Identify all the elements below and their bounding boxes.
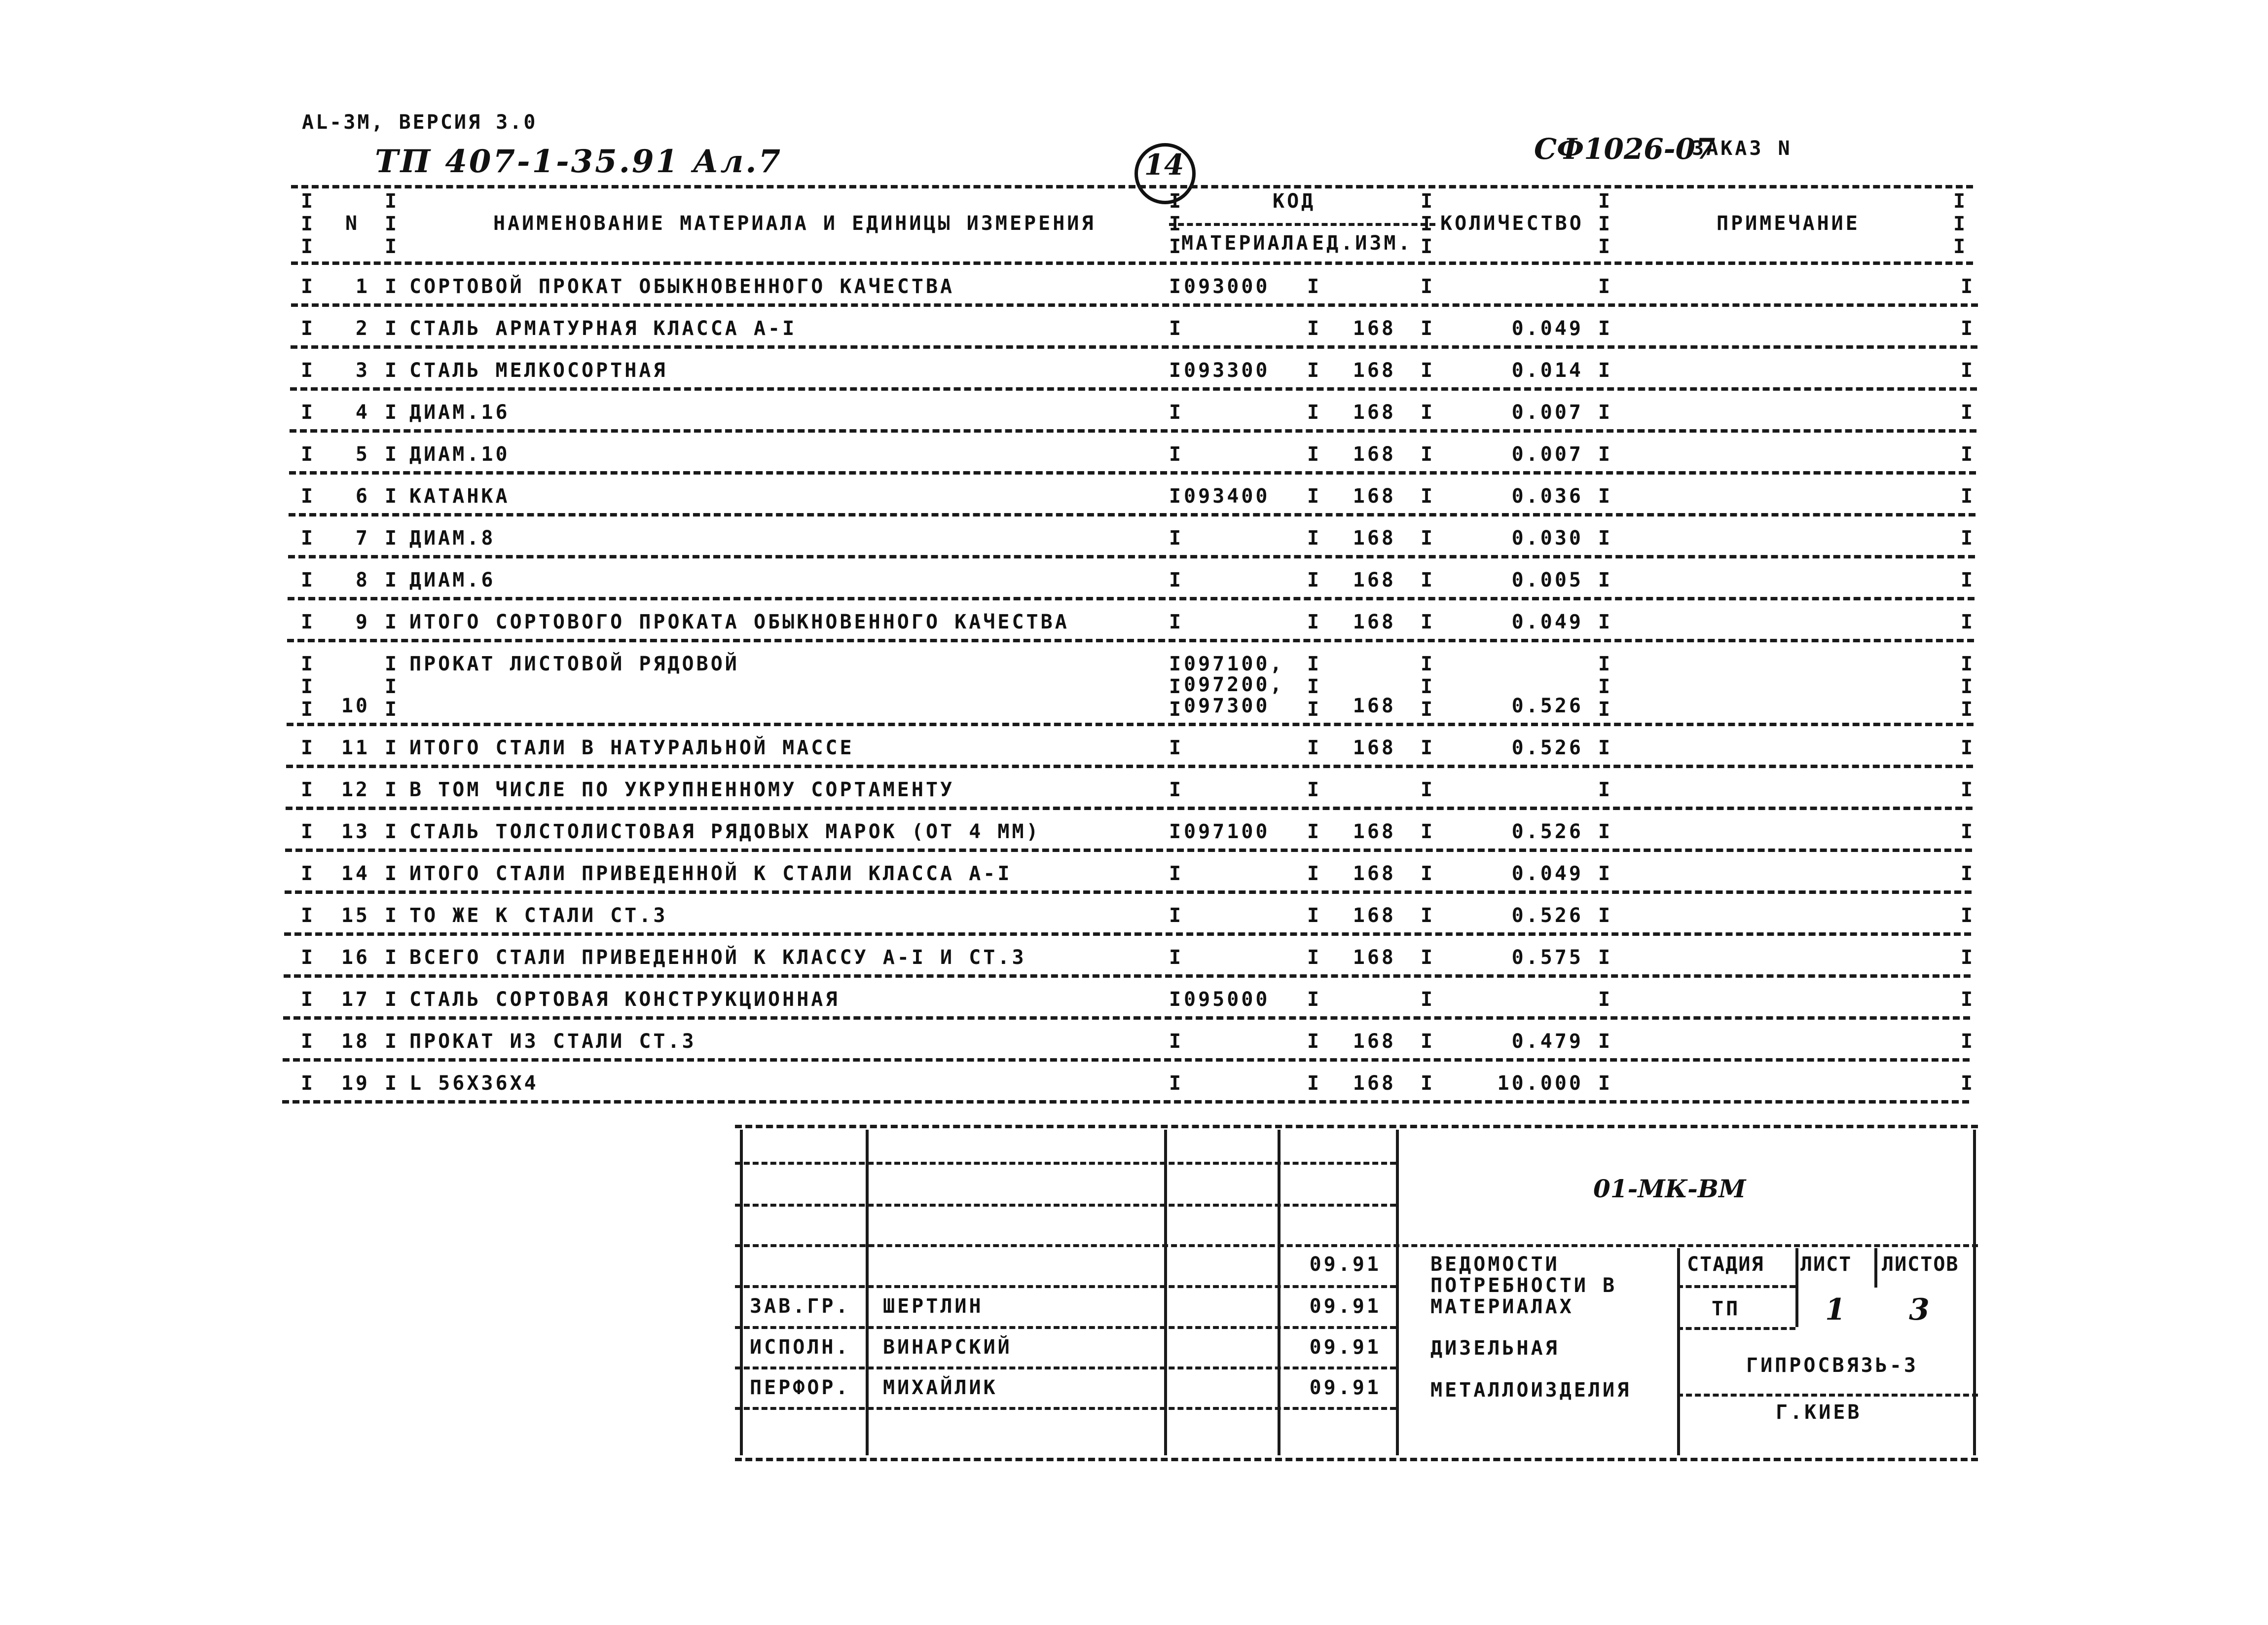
bar-glyph: I I I — [1961, 653, 1973, 721]
bar-glyph: I — [385, 946, 397, 969]
row-unit: 168 — [1353, 401, 1396, 424]
bar-glyph: I — [1169, 317, 1181, 340]
stamp-rule — [1677, 1394, 1978, 1397]
bar-glyph: I — [1598, 443, 1610, 466]
bar-glyph: I — [1169, 401, 1181, 424]
bar-glyph: I — [1421, 1072, 1433, 1095]
row-rule — [286, 765, 1973, 768]
row-name: КАТАНКА — [409, 485, 510, 508]
bar-glyph: I — [301, 1030, 313, 1053]
row-number: 3 — [355, 359, 370, 382]
row-number: 8 — [355, 569, 370, 591]
row-number: 17 — [341, 988, 370, 1011]
row-rule — [283, 1058, 1970, 1062]
bar-glyph: I — [1307, 401, 1319, 424]
bar-glyph: I I I — [1169, 190, 1181, 258]
row-unit: 168 — [1353, 359, 1396, 382]
bar-glyph: I — [1421, 988, 1433, 1011]
bar-glyph: I — [1307, 778, 1319, 801]
row-rule — [287, 723, 1974, 726]
row-rule — [283, 1016, 1970, 1020]
row-rule — [285, 849, 1972, 852]
org-name: ГИПРОСВЯЗЬ-3 — [1746, 1354, 1918, 1377]
bar-glyph: I — [1307, 317, 1319, 340]
bar-glyph: I — [1421, 737, 1433, 759]
row-name: ДИАМ.16 — [409, 401, 510, 424]
bar-glyph: I — [1169, 527, 1181, 550]
row-quantity: 0.014 — [1511, 359, 1583, 382]
stamp-vline — [866, 1130, 869, 1455]
row-rule — [286, 807, 1973, 810]
bar-glyph: I — [1598, 485, 1610, 508]
bar-glyph: I — [385, 1030, 397, 1053]
row-number: 7 — [355, 527, 370, 550]
bar-glyph: I — [301, 359, 313, 382]
row-quantity: 0.005 — [1511, 569, 1583, 591]
row-rule — [290, 429, 1976, 433]
bar-glyph: I — [1169, 946, 1181, 969]
bar-glyph: I — [1961, 904, 1973, 927]
stamp-rule — [735, 1244, 1978, 1247]
signer-date: 09.91 — [1309, 1376, 1381, 1399]
stamp-rule — [735, 1162, 1396, 1165]
row-unit: 168 — [1353, 1072, 1396, 1095]
bar-glyph: I — [1169, 569, 1181, 591]
bar-glyph: I — [1307, 359, 1319, 382]
bar-glyph: I — [1598, 317, 1610, 340]
row-quantity: 0.049 — [1511, 317, 1583, 340]
stamp-vline — [1278, 1130, 1280, 1455]
row-number: 15 — [341, 904, 370, 927]
row-unit: 168 — [1353, 820, 1396, 843]
row-unit: 168 — [1353, 317, 1396, 340]
bar-glyph: I — [1169, 485, 1181, 508]
row-name: ИТОГО СОРТОВОГО ПРОКАТА ОБЫКНОВЕННОГО КАЧЕСТВА — [409, 611, 1069, 633]
row-unit: 168 — [1353, 1030, 1396, 1053]
row-number: 5 — [355, 443, 370, 466]
bar-glyph: I — [1421, 443, 1433, 466]
bar-glyph: I — [1961, 527, 1973, 550]
row-rule — [290, 387, 1977, 391]
row-number: 19 — [341, 1072, 370, 1095]
org-city: Г.КИЕВ — [1776, 1401, 1862, 1424]
bar-glyph: I I I — [1421, 190, 1433, 258]
row-unit: 168 — [1353, 695, 1396, 717]
row-number: 1 — [355, 275, 370, 298]
bar-glyph: I — [385, 317, 397, 340]
bar-glyph: I — [1598, 988, 1610, 1011]
sheets-header: ЛИСТОВ — [1882, 1253, 1959, 1276]
bar-glyph: I — [1421, 1030, 1433, 1053]
bar-glyph: I — [1598, 904, 1610, 927]
bar-glyph: I — [385, 275, 397, 298]
row-unit: 168 — [1353, 485, 1396, 508]
row-quantity: 0.049 — [1511, 611, 1583, 633]
bar-glyph: I — [1598, 275, 1610, 298]
row-name: СТАЛЬ ТОЛСТОЛИСТОВАЯ РЯДОВЫХ МАРОК (ОТ 4 ММ) — [409, 820, 1041, 843]
sheets-value: 3 — [1909, 1293, 1930, 1327]
stamp-rule — [735, 1407, 1396, 1410]
bar-glyph: I — [385, 820, 397, 843]
bar-glyph: I — [1307, 737, 1319, 759]
row-name: ДИАМ.8 — [409, 527, 496, 550]
row-rule — [282, 1100, 1969, 1104]
row-code: 095000 — [1184, 988, 1270, 1011]
bar-glyph: I — [1307, 443, 1319, 466]
stamp-vline — [1164, 1130, 1167, 1455]
bar-glyph: I — [1307, 527, 1319, 550]
col-header-name: НАИМЕНОВАНИЕ МАТЕРИАЛА И ЕДИНИЦЫ ИЗМЕРЕНИЯ — [493, 212, 1096, 235]
order-label: ЗАКАЗ N — [1692, 137, 1792, 160]
bar-glyph: I — [1307, 904, 1319, 927]
doc-title-line: ДИЗЕЛЬНАЯ — [1430, 1337, 1560, 1360]
row-unit: 168 — [1353, 611, 1396, 633]
bar-glyph: I — [1961, 988, 1973, 1011]
col-header-unit: ЕД.ИЗМ. — [1312, 232, 1413, 255]
row-name: ДИАМ.10 — [409, 443, 510, 466]
row-rule — [289, 513, 1975, 517]
row-quantity: 0.030 — [1511, 527, 1583, 550]
bar-glyph: I — [1169, 1072, 1181, 1095]
row-rule — [284, 974, 1971, 978]
bar-glyph: I — [1169, 904, 1181, 927]
bar-glyph: I — [1961, 737, 1973, 759]
row-quantity: 0.479 — [1511, 1030, 1583, 1053]
bar-glyph: I — [1307, 862, 1319, 885]
row-quantity: 10.000 — [1497, 1072, 1583, 1095]
row-name: ПРОКАТ ЛИСТОВОЙ РЯДОВОЙ — [409, 653, 739, 675]
row-name: ИТОГО СТАЛИ В НАТУРАЛЬНОЙ МАССЕ — [409, 737, 854, 759]
bar-glyph: I — [301, 611, 313, 633]
stage-value: ТП — [1712, 1297, 1741, 1320]
stamp-vline — [1677, 1248, 1680, 1455]
col-header-material: МАТЕРИАЛА — [1181, 232, 1311, 255]
bar-glyph: I I I — [385, 653, 397, 721]
bar-glyph: I — [1961, 778, 1973, 801]
bar-glyph: I — [1307, 820, 1319, 843]
col-header-note: ПРИМЕЧАНИЕ — [1717, 212, 1860, 235]
bar-glyph: I — [1421, 820, 1433, 843]
row-number: 4 — [355, 401, 370, 424]
row-name: СТАЛЬ СОРТОВАЯ КОНСТРУКЦИОННАЯ — [409, 988, 840, 1011]
project-code: ТП 407-1-35.91 Ал.7 — [375, 143, 783, 180]
bar-glyph: I — [301, 946, 313, 969]
row-quantity: 0.007 — [1511, 401, 1583, 424]
bar-glyph: I — [1961, 401, 1973, 424]
bar-glyph: I — [385, 443, 397, 466]
bar-glyph: I — [1421, 401, 1433, 424]
bar-glyph: I — [301, 904, 313, 927]
bar-glyph: I — [301, 862, 313, 885]
row-rule — [287, 639, 1974, 642]
row-number: 13 — [341, 820, 370, 843]
row-rule — [289, 471, 1976, 475]
signer-role: ЗАВ.ГР. — [750, 1295, 850, 1318]
row-unit: 168 — [1353, 737, 1396, 759]
bar-glyph: I — [1961, 946, 1973, 969]
bar-glyph: I — [301, 401, 313, 424]
bar-glyph: I I I — [1169, 653, 1181, 721]
bar-glyph: I — [1307, 611, 1319, 633]
bar-glyph: I — [1421, 317, 1433, 340]
bar-glyph: I — [1961, 820, 1973, 843]
code-subheader-rule — [1169, 223, 1435, 226]
bar-glyph: I — [1307, 1072, 1319, 1095]
bar-glyph: I — [301, 317, 313, 340]
row-quantity: 0.036 — [1511, 485, 1583, 508]
row-number: 6 — [355, 485, 370, 508]
row-rule — [288, 555, 1975, 558]
col-header-code: КОД — [1273, 190, 1316, 213]
bar-glyph: I — [1598, 569, 1610, 591]
program-version: AL-3M, ВЕРСИЯ 3.0 — [302, 111, 538, 134]
bar-glyph: I — [385, 1072, 397, 1095]
bar-glyph: I — [301, 569, 313, 591]
row-name: СТАЛЬ МЕЛКОСОРТНАЯ — [409, 359, 668, 382]
stamp-vline — [1795, 1248, 1798, 1327]
bar-glyph: I — [1307, 988, 1319, 1011]
row-name: СОРТОВОЙ ПРОКАТ ОБЫКНОВЕННОГО КАЧЕСТВА — [409, 275, 955, 298]
bar-glyph: I — [1421, 569, 1433, 591]
bar-glyph: I — [1961, 359, 1973, 382]
bar-glyph: I — [385, 778, 397, 801]
bar-glyph: I — [1421, 778, 1433, 801]
row-name: ПРОКАТ ИЗ СТАЛИ СТ.3 — [409, 1030, 696, 1053]
stamp-vline — [1874, 1248, 1877, 1288]
row-name: В ТОМ ЧИСЛЕ ПО УКРУПНЕННОМУ СОРТАМЕНТУ — [409, 778, 955, 801]
bar-glyph: I — [1421, 485, 1433, 508]
stamp-rule — [735, 1366, 1396, 1369]
bar-glyph: I — [385, 611, 397, 633]
row-unit: 168 — [1353, 946, 1396, 969]
row-quantity: 0.049 — [1511, 862, 1583, 885]
bar-glyph: I — [385, 527, 397, 550]
bar-glyph: I — [1961, 569, 1973, 591]
bar-glyph: I I I — [1598, 653, 1610, 721]
row-name: ИТОГО СТАЛИ ПРИВЕДЕННОЙ К СТАЛИ КЛАССА А-I — [409, 862, 1012, 885]
row-quantity: 0.007 — [1511, 443, 1583, 466]
bar-glyph: I — [1961, 611, 1973, 633]
bar-glyph: I I I — [1421, 653, 1433, 721]
bar-glyph: I I I — [301, 190, 313, 258]
order-code: СФ1026-07 — [1534, 132, 1716, 166]
bar-glyph: I — [1961, 1072, 1973, 1095]
bar-glyph: I — [1169, 988, 1181, 1011]
stamp-rule — [1677, 1285, 1795, 1288]
bar-glyph: I — [301, 527, 313, 550]
bar-glyph: I — [1598, 862, 1610, 885]
bar-glyph: I — [1307, 275, 1319, 298]
bar-glyph: I I I — [1307, 653, 1319, 721]
row-code: 097100 — [1184, 820, 1270, 843]
bar-glyph: I — [1169, 443, 1181, 466]
row-number: 18 — [341, 1030, 370, 1053]
bar-glyph: I — [1421, 904, 1433, 927]
row-name: ВСЕГО СТАЛИ ПРИВЕДЕННОЙ К КЛАССУ А-I И СТ.3 — [409, 946, 1026, 969]
sheet-header: ЛИСТ — [1800, 1253, 1852, 1276]
row-unit: 168 — [1353, 569, 1396, 591]
bar-glyph: I — [1169, 778, 1181, 801]
bar-glyph: I — [1598, 401, 1610, 424]
row-rule — [285, 890, 1972, 894]
signer-name: ШЕРТЛИН — [883, 1295, 984, 1318]
stamp-rule — [1677, 1327, 1795, 1330]
bar-glyph: I — [1598, 778, 1610, 801]
bar-glyph: I — [1169, 737, 1181, 759]
bar-glyph: I I I — [1598, 190, 1610, 258]
row-unit: 168 — [1353, 904, 1396, 927]
row-number: 2 — [355, 317, 370, 340]
bar-glyph: I — [1598, 611, 1610, 633]
stamp-vline — [740, 1130, 743, 1455]
bar-glyph: I — [385, 862, 397, 885]
bar-glyph: I — [1961, 1030, 1973, 1053]
designation: 01-МК-ВМ — [1593, 1174, 1746, 1203]
row-code: 097200, — [1184, 673, 1284, 696]
doc-title-line: МЕТАЛЛОИЗДЕЛИЯ — [1430, 1379, 1632, 1402]
doc-title-line: ВЕДОМОСТИ — [1430, 1253, 1560, 1276]
bar-glyph: I — [1169, 275, 1181, 298]
row-quantity: 0.526 — [1511, 695, 1583, 717]
doc-title-line: МАТЕРИАЛАХ — [1430, 1295, 1574, 1318]
bar-glyph: I — [385, 904, 397, 927]
row-rule — [284, 932, 1971, 936]
row-quantity: 0.526 — [1511, 737, 1583, 759]
stage-header: СТАДИЯ — [1687, 1253, 1764, 1276]
row-number: 12 — [341, 778, 370, 801]
bar-glyph: I — [1598, 1072, 1610, 1095]
signer-name: МИХАЙЛИК — [883, 1376, 998, 1399]
signer-role: ИСПОЛН. — [750, 1336, 850, 1359]
bar-glyph: I — [1598, 737, 1610, 759]
row-number: 11 — [341, 737, 370, 759]
stamp-vline — [1973, 1130, 1976, 1455]
col-header-n: N — [345, 212, 360, 235]
sheet-value: 1 — [1825, 1293, 1846, 1327]
stamp-rule — [735, 1285, 1396, 1288]
bar-glyph: I — [1421, 275, 1433, 298]
bar-glyph: I — [1169, 862, 1181, 885]
bar-glyph: I — [301, 275, 313, 298]
bar-glyph: I — [1421, 611, 1433, 633]
bar-glyph: I — [1307, 485, 1319, 508]
bar-glyph: I — [385, 988, 397, 1011]
bar-glyph: I I I — [385, 190, 397, 258]
bar-glyph: I — [1169, 820, 1181, 843]
bar-glyph: I — [301, 820, 313, 843]
row-name: ДИАМ.6 — [409, 569, 496, 591]
row-name: ТО ЖЕ К СТАЛИ СТ.3 — [409, 904, 668, 927]
row-number: 10 — [341, 695, 370, 717]
row-number: 9 — [355, 611, 370, 633]
page-mark: 14 — [1144, 148, 1184, 182]
bar-glyph: I I I — [1953, 190, 1966, 258]
stamp-date: 09.91 — [1309, 1253, 1381, 1276]
col-header-quantity: КОЛИЧЕСТВО — [1440, 212, 1584, 235]
bar-glyph: I — [301, 778, 313, 801]
bar-glyph: I — [385, 569, 397, 591]
bar-glyph: I — [1421, 946, 1433, 969]
bar-glyph: I — [1307, 946, 1319, 969]
bar-glyph: I — [1961, 317, 1973, 340]
row-quantity: 0.526 — [1511, 904, 1583, 927]
row-name: СТАЛЬ АРМАТУРНАЯ КЛАССА А-I — [409, 317, 797, 340]
bar-glyph: I — [1598, 359, 1610, 382]
stamp-bottom-rule — [735, 1458, 1978, 1461]
row-unit: 168 — [1353, 527, 1396, 550]
row-quantity: 0.575 — [1511, 946, 1583, 969]
bar-glyph: I — [1961, 443, 1973, 466]
row-name: L 56Х36Х4 — [409, 1072, 539, 1095]
bar-glyph: I — [385, 485, 397, 508]
bar-glyph: I — [1421, 862, 1433, 885]
bar-glyph: I — [1961, 485, 1973, 508]
stamp-top-rule — [735, 1125, 1978, 1128]
row-code: 097100, — [1184, 653, 1284, 675]
bar-glyph: I — [385, 401, 397, 424]
row-unit: 168 — [1353, 443, 1396, 466]
bar-glyph: I — [1421, 359, 1433, 382]
row-quantity: 0.526 — [1511, 820, 1583, 843]
bar-glyph: I — [301, 1072, 313, 1095]
doc-title-line: ПОТРЕБНОСТИ В — [1430, 1274, 1617, 1297]
row-code: 097300 — [1184, 695, 1270, 717]
table-top-rule — [291, 185, 1973, 188]
bar-glyph: I — [301, 485, 313, 508]
row-rule — [291, 345, 1977, 349]
bar-glyph: I — [1169, 359, 1181, 382]
signer-name: ВИНАРСКИЙ — [883, 1336, 1012, 1359]
bar-glyph: I — [301, 737, 313, 759]
row-rule — [291, 303, 1978, 307]
stamp-rule — [735, 1326, 1396, 1329]
header-bottom-rule — [291, 261, 1973, 265]
row-number: 14 — [341, 862, 370, 885]
row-code: 093300 — [1184, 359, 1270, 382]
bar-glyph: I — [1961, 862, 1973, 885]
bar-glyph: I — [1307, 1030, 1319, 1053]
row-unit: 168 — [1353, 862, 1396, 885]
signer-date: 09.91 — [1309, 1295, 1381, 1318]
bar-glyph: I — [1961, 275, 1973, 298]
bar-glyph: I — [1169, 1030, 1181, 1053]
bar-glyph: I — [385, 737, 397, 759]
signer-date: 09.91 — [1309, 1336, 1381, 1359]
bar-glyph: I I I — [301, 653, 313, 721]
bar-glyph: I — [1598, 527, 1610, 550]
bar-glyph: I — [1598, 820, 1610, 843]
bar-glyph: I — [301, 988, 313, 1011]
bar-glyph: I — [1598, 946, 1610, 969]
row-code: 093000 — [1184, 275, 1270, 298]
bar-glyph: I — [301, 443, 313, 466]
bar-glyph: I — [1598, 1030, 1610, 1053]
signer-role: ПЕРФОР. — [750, 1376, 850, 1399]
stamp-vline — [1396, 1130, 1399, 1455]
bar-glyph: I — [1421, 527, 1433, 550]
bar-glyph: I — [1307, 569, 1319, 591]
row-number: 16 — [341, 946, 370, 969]
stamp-rule — [735, 1204, 1396, 1207]
bar-glyph: I — [385, 359, 397, 382]
row-code: 093400 — [1184, 485, 1270, 508]
bar-glyph: I — [1169, 611, 1181, 633]
row-rule — [288, 597, 1975, 600]
